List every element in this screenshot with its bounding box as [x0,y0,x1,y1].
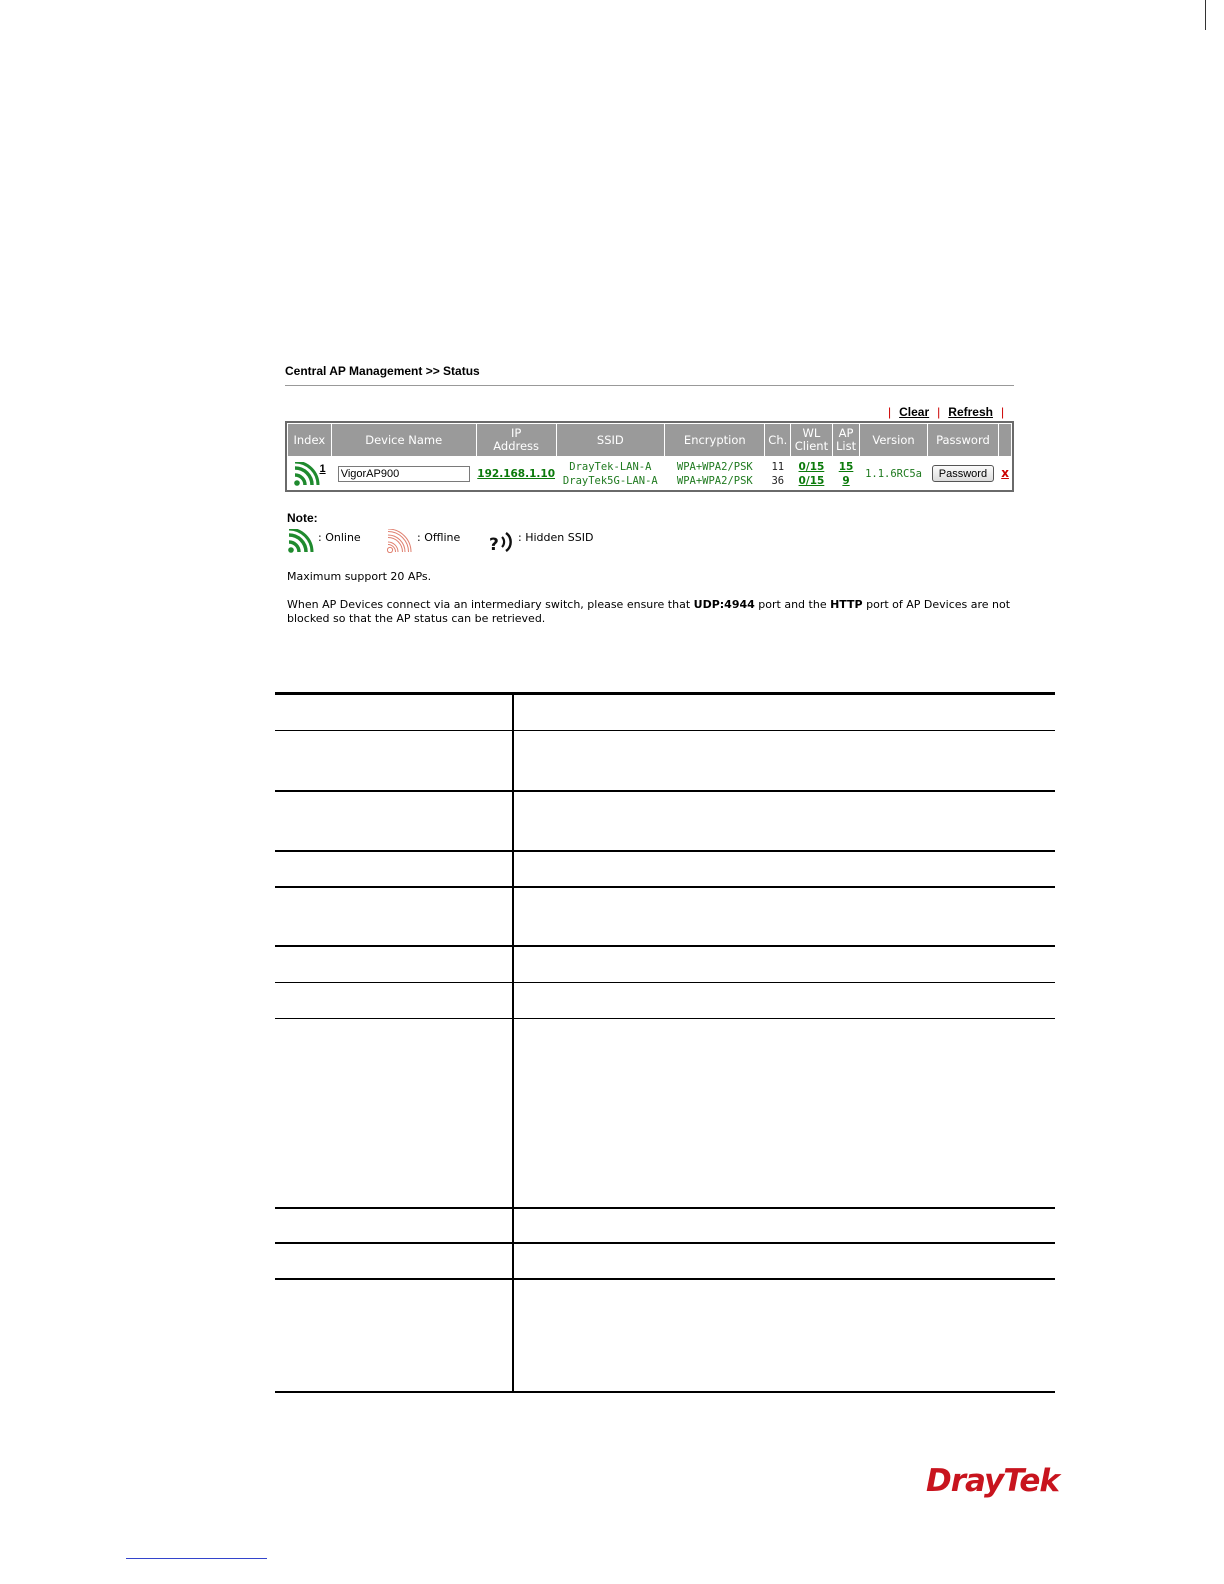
ssid-24g: DrayTek-LAN-A [569,460,652,473]
title-divider [285,385,1014,386]
header-ip-line2: Address [493,439,540,453]
header-ap-line1: AP [838,426,854,440]
wl-client-cell [791,457,833,491]
note-label: Note: [287,511,318,525]
note-text: When AP Devices connect via an intermediary switch, please ensure that [287,598,694,611]
delete-cell [999,457,1012,491]
header-ap-line2: List [835,439,857,453]
online-legend-label: : Online [318,531,361,544]
port-blocking-note [287,598,1015,626]
table-header-row [288,424,1012,457]
udp-port-text: UDP:4944 [693,598,755,611]
header-index: Index [288,424,332,457]
toolbar [880,405,1004,419]
encryption-cell [665,457,765,491]
header-channel: Ch. [765,424,791,457]
toolbar-separator: | [937,405,941,419]
ip-address-link[interactable]: 192.168.1.10 [477,467,556,480]
header-action [999,424,1012,457]
note-text: port and the [754,598,831,611]
page-title: Central AP Management >> Status [285,364,480,378]
table-row [288,457,1012,491]
password-cell [927,457,998,491]
table-row-divider [275,730,1055,731]
online-legend-icon [288,529,314,553]
ip-cell [476,457,556,491]
table-row-divider [275,1278,1055,1280]
header-ip-line1: IP [510,426,522,440]
table-row-divider [275,1018,1055,1019]
encryption-5g: WPA+WPA2/PSK [676,474,753,487]
table-row-divider [275,982,1055,983]
header-device-name: Device Name [331,424,476,457]
footer-link-underline [126,1558,267,1559]
svg-text:?: ? [489,535,499,554]
ap-list-5g-link[interactable]: 9 [842,474,850,487]
channel-5g: 36 [771,474,785,487]
toolbar-separator: | [888,405,892,419]
table-row-divider [275,945,1055,947]
ap-list-24g-link[interactable]: 15 [838,460,854,473]
note-text: port of AP Devices are not blocked so that the AP status can be retrieved. [287,598,1011,625]
page-edge-line [1205,0,1206,30]
wl-client-24g-link[interactable]: 0/15 [798,460,825,473]
header-ip-address [476,424,556,457]
http-port-text: HTTP [830,598,863,611]
table-top-rule [275,692,1055,695]
channel-cell [765,457,791,491]
max-support-note: Maximum support 20 APs. [287,570,432,583]
table-row-divider [275,1242,1055,1244]
device-name-input[interactable] [338,466,470,482]
ap-status-table [285,421,1014,492]
channel-24g: 11 [771,460,785,473]
table-row-divider [275,850,1055,852]
header-wl-line2: Client [794,439,829,453]
header-ssid: SSID [556,424,665,457]
ssid-5g: DrayTek5G-LAN-A [562,474,658,487]
ssid-cell [556,457,665,491]
header-password: Password [927,424,998,457]
table-row-divider [275,1207,1055,1209]
hidden-ssid-legend-label: : Hidden SSID [518,531,594,544]
offline-legend-icon [387,529,413,553]
header-wl-client [791,424,833,457]
device-name-cell [331,457,476,491]
header-wl-line1: WL [802,426,821,440]
table-bottom-rule [275,1391,1055,1393]
toolbar-separator: | [1000,405,1005,419]
encryption-24g: WPA+WPA2/PSK [676,460,753,473]
clear-link[interactable]: Clear [899,405,930,419]
hidden-ssid-icon [488,528,516,554]
password-button[interactable]: Password [932,465,994,482]
online-wifi-icon [294,462,320,486]
table-row-divider [275,790,1055,792]
refresh-link[interactable]: Refresh [948,405,993,419]
header-ap-list [832,424,860,457]
table-column-divider [512,693,514,1393]
ap-list-cell [832,457,860,491]
header-version: Version [860,424,927,457]
index-cell [288,457,332,491]
offline-legend-label: : Offline [417,531,461,544]
wl-client-5g-link[interactable]: 0/15 [798,474,825,487]
header-encryption: Encryption [665,424,765,457]
version-cell: 1.1.6RC5a [865,467,922,480]
index-link[interactable]: 1 [319,462,326,475]
table-row-divider [275,886,1055,888]
draytek-logo: DrayTek [926,1463,1059,1499]
delete-link[interactable]: x [1001,466,1009,480]
